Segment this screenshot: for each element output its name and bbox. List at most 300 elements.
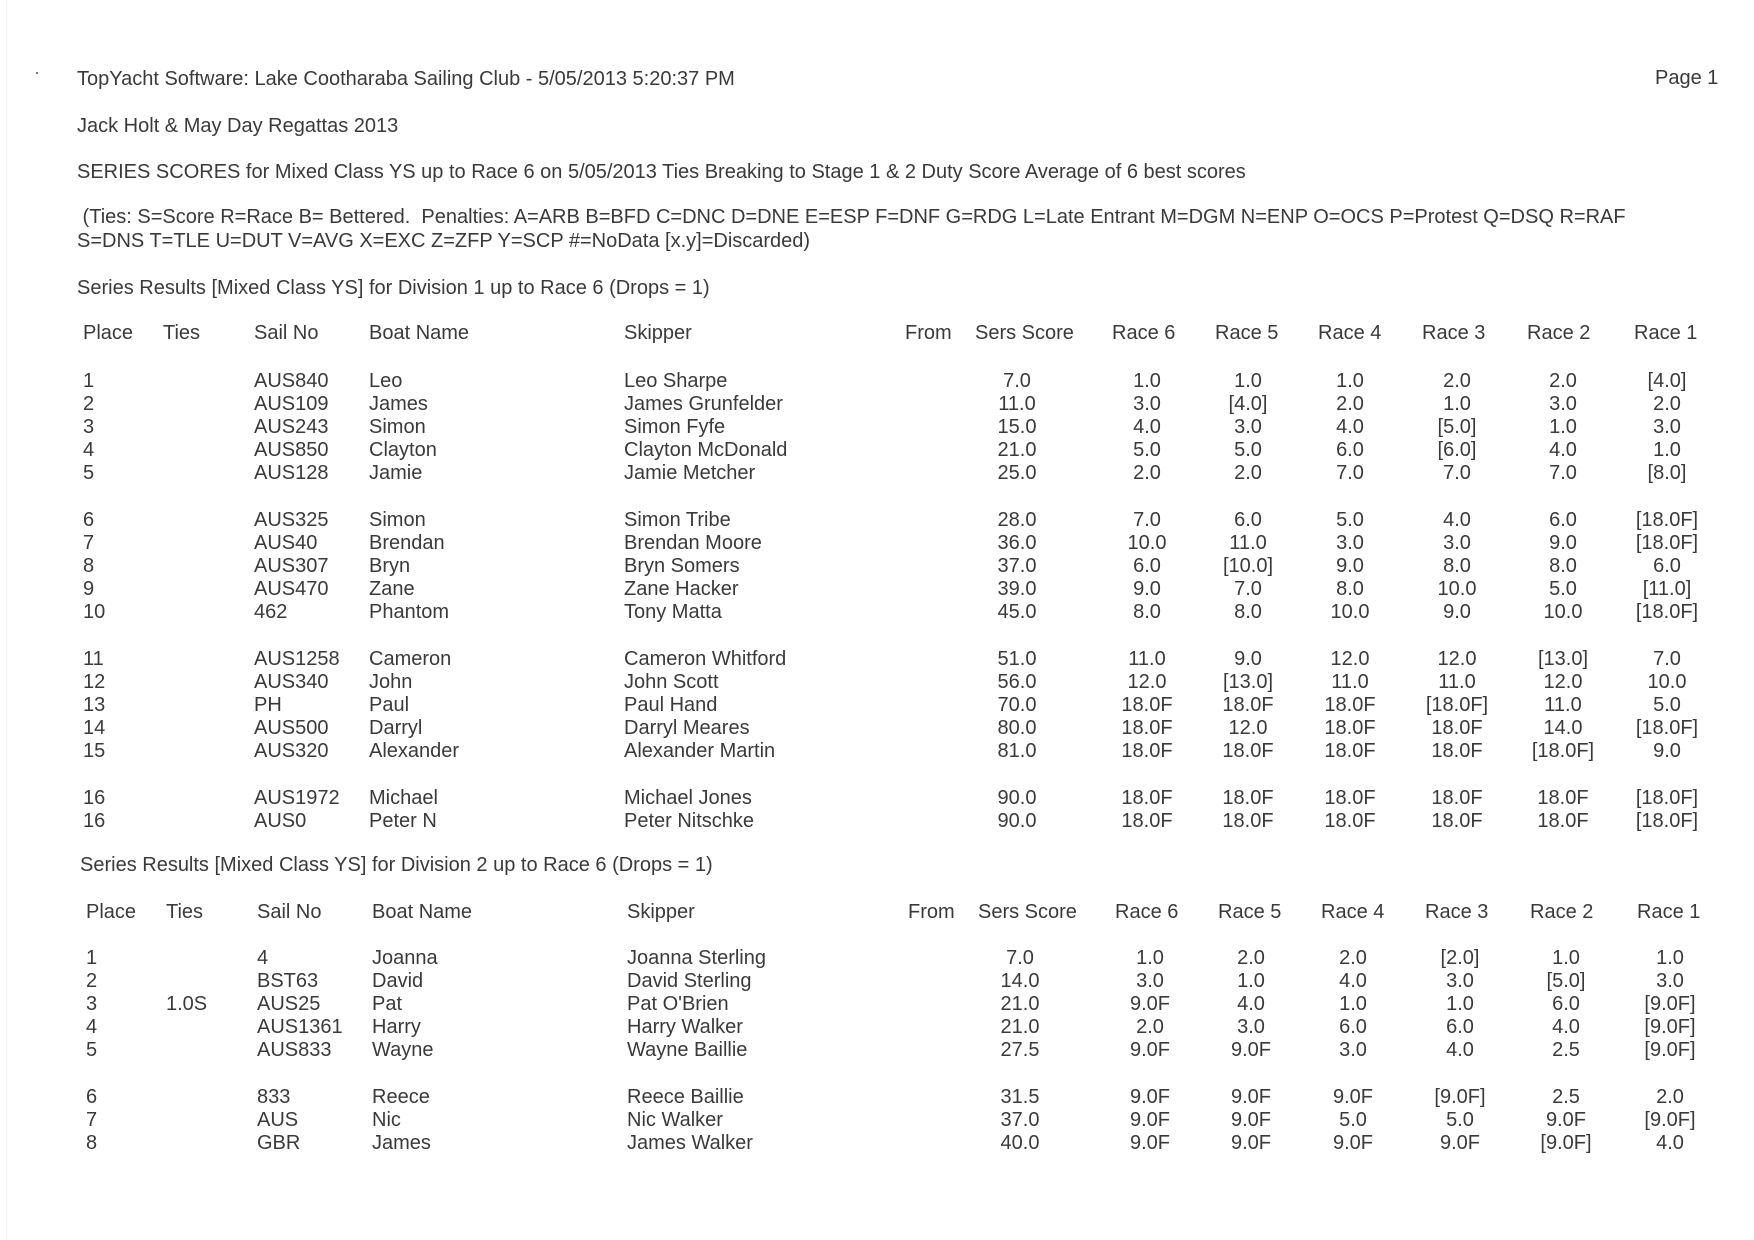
race-2-cell: 9.0 — [1549, 532, 1577, 554]
race-5-cell: 7.0 — [1234, 578, 1262, 600]
skipper-cell: Reece Baillie — [627, 1086, 744, 1108]
place-cell: 3 — [83, 416, 95, 438]
race-4-cell: 1.0 — [1336, 370, 1364, 392]
sail-no-cell: AUS1258 — [254, 648, 340, 670]
col-header-race-4: Race 4 — [1321, 901, 1385, 923]
sers-score-cell: 81.0 — [997, 740, 1037, 762]
table-row — [0, 415, 1754, 439]
skipper-cell: John Scott — [624, 671, 719, 693]
boat-name-cell: Zane — [369, 578, 415, 600]
table-row — [0, 670, 1754, 694]
race-6-cell: 18.0F — [1121, 740, 1173, 762]
race-3-cell: 9.0F — [1439, 1132, 1481, 1154]
race-2-cell: 4.0 — [1549, 439, 1577, 461]
col-header-race-5: Race 5 — [1215, 322, 1279, 344]
sail-no-cell: BST63 — [257, 970, 319, 992]
table-row — [0, 577, 1754, 601]
race-5-cell: 5.0 — [1234, 439, 1262, 461]
division-title: Series Results [Mixed Class YS] for Division 1 up to Race 6 (Drops = 1) — [77, 277, 710, 299]
boat-name-cell: Brendan — [369, 532, 445, 554]
race-5-cell: 3.0 — [1234, 416, 1262, 438]
boat-name-cell: Peter N — [369, 810, 437, 832]
race-6-cell: 12.0 — [1127, 671, 1167, 693]
race-2-cell: 6.0 — [1549, 509, 1577, 531]
race-4-cell: 2.0 — [1339, 947, 1367, 969]
place-cell: 10 — [83, 601, 106, 623]
race-5-cell: 9.0F — [1230, 1086, 1272, 1108]
place-cell: 4 — [83, 439, 95, 461]
sail-no-cell: AUS320 — [254, 740, 329, 762]
race-3-cell: 1.0 — [1446, 993, 1474, 1015]
race-1-cell: 2.0 — [1656, 1086, 1684, 1108]
race-5-cell: 12.0 — [1228, 717, 1268, 739]
race-2-cell: 18.0F — [1537, 810, 1589, 832]
table-row — [0, 531, 1754, 555]
race-4-cell: 9.0 — [1336, 555, 1364, 577]
division-title: Series Results [Mixed Class YS] for Division 2 up to Race 6 (Drops = 1) — [80, 854, 713, 876]
race-5-cell: 11.0 — [1229, 532, 1267, 554]
boat-name-cell: Wayne — [372, 1039, 434, 1061]
table-row — [0, 369, 1754, 393]
race-3-cell: [2.0] — [1440, 947, 1480, 969]
place-cell: 15 — [83, 740, 106, 762]
sers-score-cell: 25.0 — [997, 462, 1037, 484]
skipper-cell: James Walker — [627, 1132, 753, 1154]
race-5-cell: [13.0] — [1222, 671, 1274, 693]
legend-line-1: (Ties: S=Score R=Race B= Bettered. Penalties: A=ARB B=BFD C=DNC D=DNE E=ESP F=DNF G=RDG L=Late Entrant M=DGM N=ENP O=OCS P=Protest Q=DSQ R=RAF — [77, 206, 1626, 228]
race-3-cell: [5.0] — [1437, 416, 1477, 438]
table-row — [0, 786, 1754, 810]
skipper-cell: Simon Tribe — [624, 509, 731, 531]
race-5-cell: 1.0 — [1237, 970, 1265, 992]
race-2-cell: 4.0 — [1552, 1016, 1580, 1038]
skipper-cell: Darryl Meares — [624, 717, 750, 739]
place-cell: 8 — [86, 1132, 98, 1154]
race-6-cell: 6.0 — [1133, 555, 1161, 577]
race-6-cell: 9.0F — [1129, 1109, 1171, 1131]
race-6-cell: 10.0 — [1127, 532, 1167, 554]
race-4-cell: 18.0F — [1324, 740, 1376, 762]
sail-no-cell: AUS470 — [254, 578, 329, 600]
race-5-cell: 2.0 — [1237, 947, 1265, 969]
race-3-cell: 3.0 — [1443, 532, 1471, 554]
race-1-cell: [9.0F] — [1644, 1016, 1696, 1038]
col-header-race-2: Race 2 — [1527, 322, 1591, 344]
table-row — [0, 508, 1754, 532]
sail-no-cell: AUS243 — [254, 416, 329, 438]
boat-name-cell: Joanna — [372, 947, 438, 969]
sers-score-cell: 31.5 — [1000, 1086, 1040, 1108]
race-1-cell: 1.0 — [1656, 947, 1684, 969]
table-row — [0, 392, 1754, 416]
skipper-cell: Harry Walker — [627, 1016, 743, 1038]
col-header-skipper: Skipper — [627, 901, 695, 923]
place-cell: 5 — [86, 1039, 98, 1061]
table-row — [0, 716, 1754, 740]
sers-score-cell: 37.0 — [1000, 1109, 1040, 1131]
sail-no-cell: AUS109 — [254, 393, 329, 415]
sail-no-cell: AUS840 — [254, 370, 329, 392]
table-row — [3, 946, 1754, 970]
race-6-cell: 18.0F — [1121, 787, 1173, 809]
race-6-cell: 2.0 — [1136, 1016, 1164, 1038]
race-1-cell: 6.0 — [1653, 555, 1681, 577]
sers-score-cell: 36.0 — [997, 532, 1037, 554]
table-header — [0, 321, 1754, 345]
race-3-cell: 18.0F — [1431, 810, 1483, 832]
boat-name-cell: Bryn — [369, 555, 411, 577]
race-2-cell: 6.0 — [1552, 993, 1580, 1015]
race-3-cell: 5.0 — [1446, 1109, 1474, 1131]
skipper-cell: Bryn Somers — [624, 555, 740, 577]
legend-line-2: S=DNS T=TLE U=DUT V=AVG X=EXC Z=ZFP Y=SCP #=NoData [x.y]=Discarded) — [77, 230, 811, 252]
race-1-cell: 3.0 — [1656, 970, 1684, 992]
race-3-cell: 4.0 — [1446, 1039, 1474, 1061]
col-header-ties: Ties — [166, 901, 204, 923]
col-header-from: From — [905, 322, 952, 344]
race-2-cell: 18.0F — [1537, 787, 1589, 809]
sail-no-cell: AUS25 — [257, 993, 321, 1015]
sers-score-cell: 11.0 — [998, 393, 1036, 415]
race-6-cell: 9.0 — [1133, 578, 1161, 600]
boat-name-cell: Phantom — [369, 601, 450, 623]
place-cell: 2 — [83, 393, 95, 415]
sers-score-cell: 80.0 — [997, 717, 1037, 739]
race-5-cell: [4.0] — [1228, 393, 1268, 415]
race-5-cell: 9.0 — [1234, 648, 1262, 670]
race-5-cell: 6.0 — [1234, 509, 1262, 531]
sers-score-cell: 21.0 — [997, 439, 1037, 461]
race-4-cell: 8.0 — [1336, 578, 1364, 600]
sail-no-cell: 462 — [254, 601, 288, 623]
skipper-cell: Simon Fyfe — [624, 416, 726, 438]
race-3-cell: 8.0 — [1443, 555, 1471, 577]
race-1-cell: 4.0 — [1656, 1132, 1684, 1154]
col-header-race-6: Race 6 — [1112, 322, 1176, 344]
race-2-cell: 10.0 — [1543, 601, 1583, 623]
boat-name-cell: John — [369, 671, 413, 693]
place-cell: 3 — [86, 993, 98, 1015]
race-3-cell: [6.0] — [1437, 439, 1477, 461]
race-3-cell: 1.0 — [1443, 393, 1471, 415]
skipper-cell: Clayton McDonald — [624, 439, 788, 461]
sers-score-cell: 51.0 — [997, 648, 1037, 670]
skipper-cell: Cameron Whitford — [624, 648, 787, 670]
race-6-cell: 1.0 — [1133, 370, 1161, 392]
race-2-cell: 2.5 — [1552, 1086, 1580, 1108]
race-1-cell: 9.0 — [1653, 740, 1681, 762]
race-4-cell: 5.0 — [1339, 1109, 1367, 1131]
boat-name-cell: Clayton — [369, 439, 437, 461]
place-cell: 4 — [86, 1016, 98, 1038]
race-1-cell: 2.0 — [1653, 393, 1681, 415]
race-3-cell: 3.0 — [1446, 970, 1474, 992]
race-1-cell: 1.0 — [1653, 439, 1681, 461]
race-1-cell: [18.0F] — [1635, 787, 1699, 809]
race-2-cell: 14.0 — [1543, 717, 1583, 739]
race-6-cell: 9.0F — [1129, 1086, 1171, 1108]
sail-no-cell: AUS0 — [254, 810, 307, 832]
sers-score-cell: 56.0 — [997, 671, 1037, 693]
col-header-boat-name: Boat Name — [369, 322, 470, 344]
sail-no-cell: 4 — [257, 947, 269, 969]
scan-speck — [36, 72, 38, 74]
race-6-cell: 5.0 — [1133, 439, 1161, 461]
race-6-cell: 4.0 — [1133, 416, 1161, 438]
sail-no-cell: AUS128 — [254, 462, 329, 484]
col-header-from: From — [908, 901, 955, 923]
race-1-cell: 3.0 — [1653, 416, 1681, 438]
race-1-cell: [18.0F] — [1635, 717, 1699, 739]
race-2-cell: [5.0] — [1546, 970, 1586, 992]
race-4-cell: 4.0 — [1336, 416, 1364, 438]
place-cell: 6 — [83, 509, 95, 531]
race-2-cell: [18.0F] — [1531, 740, 1595, 762]
sail-no-cell: AUS833 — [257, 1039, 332, 1061]
boat-name-cell: Jamie — [369, 462, 423, 484]
race-4-cell: 18.0F — [1324, 787, 1376, 809]
race-1-cell: [9.0F] — [1644, 1109, 1696, 1131]
race-6-cell: 9.0F — [1129, 1132, 1171, 1154]
sail-no-cell: AUS340 — [254, 671, 329, 693]
place-cell: 11 — [83, 648, 104, 670]
skipper-cell: Zane Hacker — [624, 578, 739, 600]
skipper-cell: Leo Sharpe — [624, 370, 728, 392]
place-cell: 2 — [86, 970, 98, 992]
race-4-cell: 10.0 — [1330, 601, 1370, 623]
skipper-cell: Joanna Sterling — [627, 947, 766, 969]
race-4-cell: 12.0 — [1330, 648, 1370, 670]
boat-name-cell: Harry — [372, 1016, 421, 1038]
race-2-cell: [9.0F] — [1540, 1132, 1592, 1154]
table-row — [0, 438, 1754, 462]
table-row — [3, 1015, 1754, 1039]
sers-score-cell: 21.0 — [1000, 1016, 1040, 1038]
place-cell: 13 — [83, 694, 106, 716]
skipper-cell: James Grunfelder — [624, 393, 783, 415]
col-header-race-3: Race 3 — [1422, 322, 1486, 344]
race-6-cell: 18.0F — [1121, 810, 1173, 832]
race-3-cell: 12.0 — [1437, 648, 1477, 670]
sail-no-cell: 833 — [257, 1086, 291, 1108]
race-4-cell: 18.0F — [1324, 694, 1376, 716]
race-2-cell: 5.0 — [1549, 578, 1577, 600]
skipper-cell: Tony Matta — [624, 601, 722, 623]
place-cell: 1 — [83, 370, 95, 392]
race-6-cell: 7.0 — [1133, 509, 1161, 531]
col-header-sail-no: Sail No — [254, 322, 319, 344]
table-row — [3, 1131, 1754, 1155]
col-header-race-5: Race 5 — [1218, 901, 1282, 923]
boat-name-cell: Reece — [372, 1086, 430, 1108]
race-2-cell: 2.0 — [1549, 370, 1577, 392]
sers-score-cell: 7.0 — [1006, 947, 1034, 969]
col-header-race-6: Race 6 — [1115, 901, 1179, 923]
race-4-cell: 18.0F — [1324, 717, 1376, 739]
race-2-cell: 3.0 — [1549, 393, 1577, 415]
race-2-cell: 8.0 — [1549, 555, 1577, 577]
series-scores-line: SERIES SCORES for Mixed Class YS up to Race 6 on 5/05/2013 Ties Breaking to Stage 1 & 2 Duty Score Average of 6 best scores — [77, 161, 1246, 183]
race-5-cell: 18.0F — [1222, 740, 1274, 762]
place-cell: 7 — [86, 1109, 98, 1131]
race-5-cell: 18.0F — [1222, 787, 1274, 809]
col-header-sail-no: Sail No — [257, 901, 322, 923]
table-row — [3, 1038, 1754, 1062]
sers-score-cell: 70.0 — [997, 694, 1037, 716]
table-row — [0, 809, 1754, 833]
race-2-cell: 11.0 — [1544, 694, 1582, 716]
table-row — [0, 461, 1754, 485]
race-6-cell: 9.0F — [1129, 993, 1171, 1015]
col-header-place: Place — [83, 322, 134, 344]
col-header-race-1: Race 1 — [1634, 322, 1698, 344]
table-row — [0, 739, 1754, 763]
race-3-cell: 2.0 — [1443, 370, 1471, 392]
race-4-cell: 9.0F — [1332, 1086, 1374, 1108]
sail-no-cell: AUS — [257, 1109, 299, 1131]
skipper-cell: David Sterling — [627, 970, 752, 992]
race-3-cell: 10.0 — [1437, 578, 1477, 600]
place-cell: 7 — [83, 532, 95, 554]
race-1-cell: [18.0F] — [1635, 509, 1699, 531]
race-5-cell: 8.0 — [1234, 601, 1262, 623]
sers-score-cell: 90.0 — [997, 787, 1037, 809]
place-cell: 8 — [83, 555, 95, 577]
race-1-cell: [18.0F] — [1635, 810, 1699, 832]
skipper-cell: Alexander Martin — [624, 740, 776, 762]
race-3-cell: [18.0F] — [1425, 694, 1489, 716]
boat-name-cell: Simon — [369, 509, 426, 531]
software-line: TopYacht Software: Lake Cootharaba Sailing Club - 5/05/2013 5:20:37 PM — [77, 68, 735, 90]
race-4-cell: 5.0 — [1336, 509, 1364, 531]
race-5-cell: 1.0 — [1234, 370, 1262, 392]
place-cell: 16 — [83, 787, 106, 809]
sers-score-cell: 21.0 — [1000, 993, 1040, 1015]
race-1-cell: [11.0] — [1642, 578, 1692, 600]
race-4-cell: 3.0 — [1336, 532, 1364, 554]
skipper-cell: Wayne Baillie — [627, 1039, 748, 1061]
race-6-cell: 8.0 — [1133, 601, 1161, 623]
race-6-cell: 1.0 — [1136, 947, 1164, 969]
race-3-cell: 6.0 — [1446, 1016, 1474, 1038]
skipper-cell: Michael Jones — [624, 787, 752, 809]
race-6-cell: 18.0F — [1121, 694, 1173, 716]
col-header-sers-score: Sers Score — [975, 322, 1074, 344]
sail-no-cell: GBR — [257, 1132, 301, 1154]
race-4-cell: 6.0 — [1339, 1016, 1367, 1038]
boat-name-cell: James — [372, 1132, 431, 1154]
race-6-cell: 2.0 — [1133, 462, 1161, 484]
sers-score-cell: 40.0 — [1000, 1132, 1040, 1154]
race-2-cell: 9.0F — [1545, 1109, 1587, 1131]
sail-no-cell: AUS40 — [254, 532, 318, 554]
col-header-skipper: Skipper — [624, 322, 692, 344]
race-6-cell: 11.0 — [1128, 648, 1166, 670]
race-2-cell: 1.0 — [1549, 416, 1577, 438]
col-header-ties: Ties — [163, 322, 201, 344]
race-2-cell: 1.0 — [1552, 947, 1580, 969]
sers-score-cell: 90.0 — [997, 810, 1037, 832]
skipper-cell: Paul Hand — [624, 694, 718, 716]
boat-name-cell: Alexander — [369, 740, 460, 762]
race-2-cell: 2.5 — [1552, 1039, 1580, 1061]
boat-name-cell: Leo — [369, 370, 403, 392]
place-cell: 16 — [83, 810, 106, 832]
race-1-cell: 5.0 — [1653, 694, 1681, 716]
race-4-cell: 2.0 — [1336, 393, 1364, 415]
boat-name-cell: David — [372, 970, 424, 992]
table-row — [3, 1108, 1754, 1132]
skipper-cell: Nic Walker — [627, 1109, 723, 1131]
race-6-cell: 9.0F — [1129, 1039, 1171, 1061]
ties-cell: 1.0S — [166, 993, 208, 1015]
place-cell: 1 — [86, 947, 98, 969]
place-cell: 14 — [83, 717, 106, 739]
race-2-cell: 7.0 — [1549, 462, 1577, 484]
race-5-cell: 18.0F — [1222, 694, 1274, 716]
race-5-cell: 9.0F — [1230, 1132, 1272, 1154]
page-number: Page 1 — [1655, 67, 1719, 89]
race-3-cell: 18.0F — [1431, 740, 1483, 762]
col-header-sers-score: Sers Score — [978, 901, 1077, 923]
sail-no-cell: AUS1972 — [254, 787, 340, 809]
table-row — [0, 600, 1754, 624]
race-4-cell: 11.0 — [1331, 671, 1369, 693]
race-5-cell: 9.0F — [1230, 1109, 1272, 1131]
race-1-cell: 7.0 — [1653, 648, 1681, 670]
race-4-cell: 3.0 — [1339, 1039, 1367, 1061]
race-3-cell: 18.0F — [1431, 717, 1483, 739]
skipper-cell: Peter Nitschke — [624, 810, 755, 832]
table-row — [3, 992, 1754, 1016]
boat-name-cell: Simon — [369, 416, 426, 438]
skipper-cell: Jamie Metcher — [624, 462, 756, 484]
race-1-cell: 10.0 — [1647, 671, 1687, 693]
race-4-cell: 9.0F — [1332, 1132, 1374, 1154]
race-2-cell: 12.0 — [1543, 671, 1583, 693]
boat-name-cell: James — [369, 393, 428, 415]
sers-score-cell: 7.0 — [1003, 370, 1031, 392]
sail-no-cell: AUS1361 — [257, 1016, 343, 1038]
place-cell: 9 — [83, 578, 95, 600]
boat-name-cell: Nic — [372, 1109, 401, 1131]
race-1-cell: [9.0F] — [1644, 1039, 1696, 1061]
table-row — [3, 969, 1754, 993]
sail-no-cell: AUS500 — [254, 717, 329, 739]
race-4-cell: 1.0 — [1339, 993, 1367, 1015]
race-5-cell: 9.0F — [1230, 1039, 1272, 1061]
sail-no-cell: AUS307 — [254, 555, 329, 577]
race-3-cell: 7.0 — [1443, 462, 1471, 484]
skipper-cell: Brendan Moore — [624, 532, 762, 554]
race-5-cell: 18.0F — [1222, 810, 1274, 832]
sers-score-cell: 45.0 — [997, 601, 1037, 623]
race-3-cell: 4.0 — [1443, 509, 1471, 531]
race-4-cell: 4.0 — [1339, 970, 1367, 992]
table-row — [3, 1085, 1754, 1109]
place-cell: 6 — [86, 1086, 98, 1108]
event-title: Jack Holt & May Day Regattas 2013 — [77, 115, 399, 137]
sail-no-cell: AUS850 — [254, 439, 329, 461]
race-3-cell: 18.0F — [1431, 787, 1483, 809]
sers-score-cell: 37.0 — [997, 555, 1037, 577]
col-header-race-2: Race 2 — [1530, 901, 1594, 923]
boat-name-cell: Darryl — [369, 717, 423, 739]
boat-name-cell: Michael — [369, 787, 438, 809]
race-6-cell: 18.0F — [1121, 717, 1173, 739]
col-header-place: Place — [86, 901, 137, 923]
sers-score-cell: 28.0 — [997, 509, 1037, 531]
